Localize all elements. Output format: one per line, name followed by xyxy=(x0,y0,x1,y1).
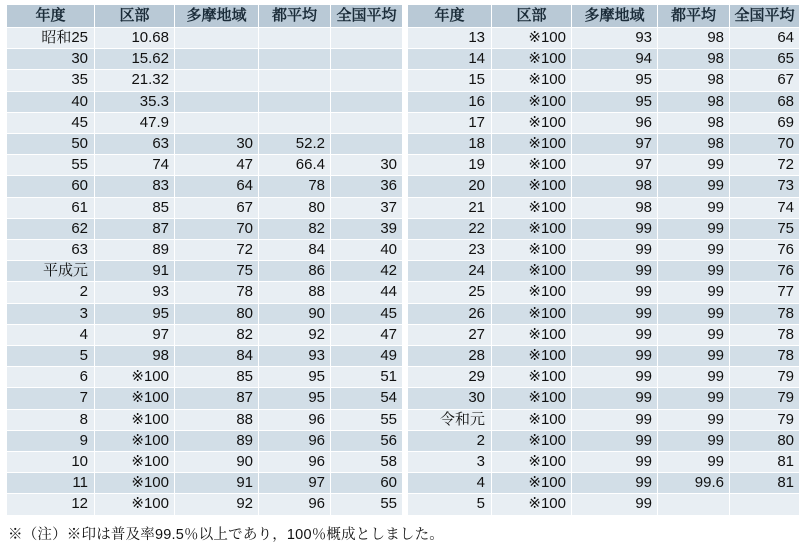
column-header-tama: 多摩地域 xyxy=(572,5,658,28)
year-cell: 8 xyxy=(7,409,95,430)
table-row xyxy=(408,197,800,218)
to-average-cell: 98 xyxy=(658,28,730,49)
tama-cell: 99 xyxy=(572,324,658,345)
tama-cell: 98 xyxy=(572,197,658,218)
table-row xyxy=(408,303,800,324)
national-average-cell: 76 xyxy=(730,261,800,282)
year-cell: 9 xyxy=(7,430,95,451)
table-row xyxy=(7,176,403,197)
ku-cell: ※100 xyxy=(492,324,572,345)
to-average-cell: 99 xyxy=(658,367,730,388)
table-row xyxy=(408,176,800,197)
table-row xyxy=(408,452,800,473)
ku-cell: ※100 xyxy=(492,197,572,218)
table-row xyxy=(408,261,800,282)
table-row xyxy=(408,430,800,451)
year-cell: 18 xyxy=(408,134,492,155)
national-average-cell: 80 xyxy=(730,430,800,451)
ku-cell: ※100 xyxy=(492,28,572,49)
ku-cell: 21.32 xyxy=(95,70,175,91)
year-cell: 45 xyxy=(7,112,95,133)
table-row xyxy=(408,367,800,388)
ku-cell: 98 xyxy=(95,346,175,367)
table-row xyxy=(408,494,800,515)
national-average-cell: 81 xyxy=(730,473,800,494)
tama-cell: 96 xyxy=(572,112,658,133)
ku-cell: ※100 xyxy=(492,494,572,515)
national-average-cell: 42 xyxy=(331,261,403,282)
national-average-cell: 81 xyxy=(730,452,800,473)
year-cell: 30 xyxy=(408,388,492,409)
table-row xyxy=(7,91,403,112)
table-row xyxy=(7,218,403,239)
table-row xyxy=(408,240,800,261)
national-average-cell: 76 xyxy=(730,240,800,261)
year-cell: 20 xyxy=(408,176,492,197)
tama-cell: 85 xyxy=(175,367,259,388)
to-average-cell xyxy=(658,494,730,515)
ku-cell: 63 xyxy=(95,134,175,155)
tama-cell xyxy=(175,49,259,70)
table-row xyxy=(7,197,403,218)
tama-cell xyxy=(175,70,259,91)
year-cell: 16 xyxy=(408,91,492,112)
year-cell: 2 xyxy=(7,282,95,303)
national-average-cell xyxy=(331,112,403,133)
national-average-cell: 36 xyxy=(331,176,403,197)
tama-cell: 97 xyxy=(572,134,658,155)
to-average-cell: 98 xyxy=(658,91,730,112)
tama-cell: 75 xyxy=(175,261,259,282)
national-average-cell: 79 xyxy=(730,367,800,388)
national-average-cell: 54 xyxy=(331,388,403,409)
to-average-cell: 99 xyxy=(658,176,730,197)
header-row-right xyxy=(408,5,800,28)
national-average-cell: 77 xyxy=(730,282,800,303)
column-header-to-average: 都平均 xyxy=(259,5,331,28)
national-average-cell: 68 xyxy=(730,91,800,112)
column-header-to-average: 都平均 xyxy=(658,5,730,28)
year-cell: 3 xyxy=(408,452,492,473)
year-cell: 令和元 xyxy=(408,409,492,430)
table-row xyxy=(7,261,403,282)
to-average-cell: 99 xyxy=(658,240,730,261)
tama-cell xyxy=(175,91,259,112)
to-average-cell: 99.6 xyxy=(658,473,730,494)
national-average-cell: 37 xyxy=(331,197,403,218)
to-average-cell: 96 xyxy=(259,452,331,473)
column-header-national-average: 全国平均 xyxy=(730,5,800,28)
year-cell: 19 xyxy=(408,155,492,176)
table-row xyxy=(408,155,800,176)
national-average-cell: 51 xyxy=(331,367,403,388)
header-row-left xyxy=(7,5,403,28)
tama-cell: 64 xyxy=(175,176,259,197)
to-average-cell: 66.4 xyxy=(259,155,331,176)
tama-cell: 87 xyxy=(175,388,259,409)
to-average-cell: 98 xyxy=(658,49,730,70)
year-cell: 25 xyxy=(408,282,492,303)
ku-cell: ※100 xyxy=(492,112,572,133)
year-cell: 12 xyxy=(7,494,95,515)
ku-cell: ※100 xyxy=(492,134,572,155)
to-average-cell: 99 xyxy=(658,303,730,324)
national-average-cell: 44 xyxy=(331,282,403,303)
year-cell: 55 xyxy=(7,155,95,176)
tama-cell: 94 xyxy=(572,49,658,70)
table-row xyxy=(7,324,403,345)
year-cell: 23 xyxy=(408,240,492,261)
ku-cell: ※100 xyxy=(492,473,572,494)
year-cell: 29 xyxy=(408,367,492,388)
ku-cell: 97 xyxy=(95,324,175,345)
to-average-cell: 99 xyxy=(658,197,730,218)
table-row xyxy=(7,134,403,155)
tama-cell: 99 xyxy=(572,494,658,515)
to-average-cell: 84 xyxy=(259,240,331,261)
national-average-cell xyxy=(331,91,403,112)
national-average-cell: 73 xyxy=(730,176,800,197)
to-average-cell: 96 xyxy=(259,494,331,515)
column-header-year: 年度 xyxy=(7,5,95,28)
ku-cell: 15.62 xyxy=(95,49,175,70)
table-row xyxy=(7,49,403,70)
national-average-cell: 40 xyxy=(331,240,403,261)
tama-cell: 99 xyxy=(572,218,658,239)
ku-cell: ※100 xyxy=(492,452,572,473)
national-average-cell xyxy=(331,134,403,155)
national-average-cell: 55 xyxy=(331,494,403,515)
ku-cell: ※100 xyxy=(492,261,572,282)
to-average-cell xyxy=(259,28,331,49)
table-row xyxy=(7,494,403,515)
year-cell: 50 xyxy=(7,134,95,155)
ku-cell: ※100 xyxy=(95,430,175,451)
footnote: ※（注）※印は普及率99.5％以上であり，100％概成としました。 xyxy=(8,526,445,543)
table-row xyxy=(7,430,403,451)
ku-cell: 89 xyxy=(95,240,175,261)
to-average-cell: 98 xyxy=(658,134,730,155)
ku-cell: ※100 xyxy=(492,49,572,70)
tama-cell: 99 xyxy=(572,346,658,367)
year-cell: 27 xyxy=(408,324,492,345)
table-row xyxy=(7,240,403,261)
tama-cell: 99 xyxy=(572,388,658,409)
year-cell: 26 xyxy=(408,303,492,324)
tama-cell: 30 xyxy=(175,134,259,155)
tama-cell: 99 xyxy=(572,452,658,473)
table-row xyxy=(7,388,403,409)
to-average-cell: 99 xyxy=(658,452,730,473)
year-cell: 24 xyxy=(408,261,492,282)
ku-cell: ※100 xyxy=(492,282,572,303)
column-header-ku: 区部 xyxy=(492,5,572,28)
to-average-cell: 99 xyxy=(658,218,730,239)
year-cell: 2 xyxy=(408,430,492,451)
year-cell: 22 xyxy=(408,218,492,239)
tama-cell: 88 xyxy=(175,409,259,430)
national-average-cell: 65 xyxy=(730,49,800,70)
year-cell: 15 xyxy=(408,70,492,91)
ku-cell: 91 xyxy=(95,261,175,282)
ku-cell: ※100 xyxy=(95,494,175,515)
tama-cell: 84 xyxy=(175,346,259,367)
year-cell: 14 xyxy=(408,49,492,70)
to-average-cell: 92 xyxy=(259,324,331,345)
table-row xyxy=(408,282,800,303)
table-row xyxy=(408,112,800,133)
to-average-cell: 99 xyxy=(658,324,730,345)
ku-cell: ※100 xyxy=(95,388,175,409)
year-cell: 13 xyxy=(408,28,492,49)
tama-cell: 47 xyxy=(175,155,259,176)
to-average-cell: 99 xyxy=(658,155,730,176)
table-row xyxy=(408,324,800,345)
tama-cell: 78 xyxy=(175,282,259,303)
tama-cell: 99 xyxy=(572,282,658,303)
column-header-ku: 区部 xyxy=(95,5,175,28)
to-average-cell xyxy=(259,91,331,112)
national-average-cell: 58 xyxy=(331,452,403,473)
national-average-cell: 75 xyxy=(730,218,800,239)
ku-cell: 47.9 xyxy=(95,112,175,133)
ku-cell: ※100 xyxy=(492,409,572,430)
national-average-cell xyxy=(730,494,800,515)
table-row xyxy=(7,70,403,91)
column-header-year: 年度 xyxy=(408,5,492,28)
tama-cell: 98 xyxy=(572,176,658,197)
tama-cell xyxy=(175,28,259,49)
to-average-cell xyxy=(259,49,331,70)
tama-cell xyxy=(175,112,259,133)
tama-cell: 92 xyxy=(175,494,259,515)
table-row xyxy=(408,346,800,367)
table-body-right xyxy=(408,28,800,516)
tama-cell: 95 xyxy=(572,91,658,112)
table-row xyxy=(408,409,800,430)
national-average-cell: 30 xyxy=(331,155,403,176)
tama-cell: 82 xyxy=(175,324,259,345)
ku-cell: ※100 xyxy=(492,91,572,112)
ku-cell: 35.3 xyxy=(95,91,175,112)
ku-cell: 95 xyxy=(95,303,175,324)
ku-cell: ※100 xyxy=(492,155,572,176)
tama-cell: 99 xyxy=(572,240,658,261)
national-average-cell xyxy=(331,70,403,91)
table-row xyxy=(7,346,403,367)
to-average-cell: 99 xyxy=(658,430,730,451)
to-average-cell: 80 xyxy=(259,197,331,218)
ku-cell: ※100 xyxy=(492,240,572,261)
tama-cell: 95 xyxy=(572,70,658,91)
year-cell: 4 xyxy=(7,324,95,345)
to-average-cell: 98 xyxy=(658,70,730,91)
tama-cell: 70 xyxy=(175,218,259,239)
tama-cell: 99 xyxy=(572,303,658,324)
ku-cell: ※100 xyxy=(492,430,572,451)
table-row xyxy=(7,452,403,473)
tama-cell: 99 xyxy=(572,473,658,494)
tama-cell: 99 xyxy=(572,409,658,430)
ku-cell: ※100 xyxy=(492,176,572,197)
national-average-cell: 69 xyxy=(730,112,800,133)
year-cell: 60 xyxy=(7,176,95,197)
table-row xyxy=(408,134,800,155)
national-average-cell: 70 xyxy=(730,134,800,155)
table-row xyxy=(408,70,800,91)
to-average-cell xyxy=(259,112,331,133)
national-average-cell: 79 xyxy=(730,388,800,409)
ku-cell: 87 xyxy=(95,218,175,239)
table-row xyxy=(408,473,800,494)
national-average-cell: 39 xyxy=(331,218,403,239)
table-row xyxy=(7,28,403,49)
sewerage-table-left xyxy=(6,4,403,516)
table-row xyxy=(408,49,800,70)
year-cell: 21 xyxy=(408,197,492,218)
table-row xyxy=(7,367,403,388)
to-average-cell: 90 xyxy=(259,303,331,324)
to-average-cell: 99 xyxy=(658,409,730,430)
ku-cell: 74 xyxy=(95,155,175,176)
ku-cell: 10.68 xyxy=(95,28,175,49)
table-row xyxy=(7,303,403,324)
year-cell: 平成元 xyxy=(7,261,95,282)
national-average-cell: 78 xyxy=(730,324,800,345)
national-average-cell: 60 xyxy=(331,473,403,494)
to-average-cell: 98 xyxy=(658,112,730,133)
tables-container xyxy=(6,4,794,516)
year-cell: 11 xyxy=(7,473,95,494)
year-cell: 63 xyxy=(7,240,95,261)
year-cell: 5 xyxy=(7,346,95,367)
national-average-cell: 78 xyxy=(730,346,800,367)
table-row xyxy=(408,388,800,409)
tama-cell: 80 xyxy=(175,303,259,324)
ku-cell: ※100 xyxy=(95,452,175,473)
ku-cell: ※100 xyxy=(492,303,572,324)
year-cell: 30 xyxy=(7,49,95,70)
to-average-cell: 86 xyxy=(259,261,331,282)
national-average-cell: 67 xyxy=(730,70,800,91)
national-average-cell: 78 xyxy=(730,303,800,324)
year-cell: 62 xyxy=(7,218,95,239)
year-cell: 4 xyxy=(408,473,492,494)
ku-cell: ※100 xyxy=(95,409,175,430)
tama-cell: 72 xyxy=(175,240,259,261)
year-cell: 5 xyxy=(408,494,492,515)
national-average-cell: 47 xyxy=(331,324,403,345)
table-body-left xyxy=(7,28,403,516)
year-cell: 40 xyxy=(7,91,95,112)
ku-cell: ※100 xyxy=(492,367,572,388)
ku-cell: ※100 xyxy=(95,473,175,494)
tama-cell: 91 xyxy=(175,473,259,494)
year-cell: 17 xyxy=(408,112,492,133)
table-row xyxy=(7,155,403,176)
tama-cell: 93 xyxy=(572,28,658,49)
year-cell: 28 xyxy=(408,346,492,367)
table-header-left xyxy=(7,5,403,28)
to-average-cell: 78 xyxy=(259,176,331,197)
ku-cell: ※100 xyxy=(492,346,572,367)
ku-cell: ※100 xyxy=(95,367,175,388)
to-average-cell: 97 xyxy=(259,473,331,494)
tama-cell: 99 xyxy=(572,261,658,282)
year-cell: 6 xyxy=(7,367,95,388)
national-average-cell xyxy=(331,28,403,49)
year-cell: 3 xyxy=(7,303,95,324)
to-average-cell xyxy=(259,70,331,91)
column-header-tama: 多摩地域 xyxy=(175,5,259,28)
national-average-cell: 79 xyxy=(730,409,800,430)
to-average-cell: 52.2 xyxy=(259,134,331,155)
table-row xyxy=(7,409,403,430)
table-row xyxy=(408,91,800,112)
ku-cell: 85 xyxy=(95,197,175,218)
tama-cell: 67 xyxy=(175,197,259,218)
national-average-cell: 45 xyxy=(331,303,403,324)
national-average-cell: 56 xyxy=(331,430,403,451)
table-row xyxy=(7,112,403,133)
year-cell: 昭和25 xyxy=(7,28,95,49)
to-average-cell: 99 xyxy=(658,261,730,282)
to-average-cell: 96 xyxy=(259,409,331,430)
to-average-cell: 95 xyxy=(259,367,331,388)
national-average-cell: 74 xyxy=(730,197,800,218)
to-average-cell: 95 xyxy=(259,388,331,409)
table-row xyxy=(408,218,800,239)
tama-cell: 99 xyxy=(572,367,658,388)
table-row xyxy=(408,28,800,49)
ku-cell: ※100 xyxy=(492,388,572,409)
tama-cell: 97 xyxy=(572,155,658,176)
national-average-cell: 55 xyxy=(331,409,403,430)
to-average-cell: 99 xyxy=(658,282,730,303)
ku-cell: ※100 xyxy=(492,218,572,239)
national-average-cell: 64 xyxy=(730,28,800,49)
to-average-cell: 88 xyxy=(259,282,331,303)
to-average-cell: 99 xyxy=(658,388,730,409)
to-average-cell: 99 xyxy=(658,346,730,367)
to-average-cell: 93 xyxy=(259,346,331,367)
column-header-national-average: 全国平均 xyxy=(331,5,403,28)
table-header-right xyxy=(408,5,800,28)
ku-cell: ※100 xyxy=(492,70,572,91)
year-cell: 35 xyxy=(7,70,95,91)
national-average-cell: 72 xyxy=(730,155,800,176)
table-row xyxy=(7,473,403,494)
sewerage-table-right xyxy=(407,4,800,516)
year-cell: 61 xyxy=(7,197,95,218)
ku-cell: 93 xyxy=(95,282,175,303)
tama-cell: 89 xyxy=(175,430,259,451)
tama-cell: 90 xyxy=(175,452,259,473)
year-cell: 10 xyxy=(7,452,95,473)
to-average-cell: 82 xyxy=(259,218,331,239)
ku-cell: 83 xyxy=(95,176,175,197)
to-average-cell: 96 xyxy=(259,430,331,451)
table-row xyxy=(7,282,403,303)
tama-cell: 99 xyxy=(572,430,658,451)
year-cell: 7 xyxy=(7,388,95,409)
national-average-cell xyxy=(331,49,403,70)
national-average-cell: 49 xyxy=(331,346,403,367)
